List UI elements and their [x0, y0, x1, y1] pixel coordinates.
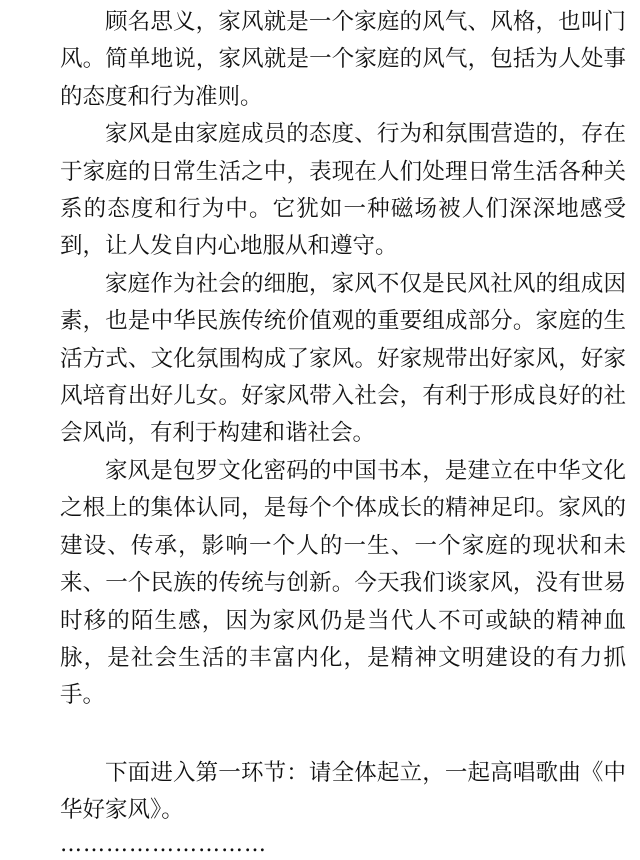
paragraph-4: 家风是包罗文化密码的中国书本，是建立在中华文化之根上的集体认同，是每个个体成长的精神足印。家风的建设、传承，影响一个人的一生、一个家庭的现状和未来、一个民族的传统与创新。今天我们谈家风，没有世易时移的陌生感，因为家风仍是当代人不可或缺的精神血脉，是社会生活的丰富内化，是精神文明建设的有力抓手。 — [60, 457, 626, 709]
paragraph-2: 家风是由家庭成员的态度、行为和氛围营造的，存在于家庭的日常生活之中，表现在人们处理日常生活各种关系的态度和行为中。它犹如一种磁场被人们深深地感受到，让人发自内心地服从和遵守。 — [60, 121, 626, 260]
paragraph-1: 顾名思义，家风就是一个家庭的风气、风格，也叫门风。简单地说，家风就是一个家庭的风气，包括为人处事的态度和行为准则。 — [60, 9, 626, 110]
document-body — [60, 0, 626, 860]
paragraph-3: 家庭作为社会的细胞，家风不仅是民风社风的组成因素，也是中华民族传统价值观的重要组成部分。家庭的生活方式、文化氛围构成了家风。好家规带出好家风，好家风培育出好儿女。好家风带入社会，有利于形成良好的社会风尚，有利于构建和谐社会。 — [60, 270, 626, 447]
closing-paragraph: 下面进入第一环节：请全体起立，一起高唱歌曲《中华好家风》。 — [60, 759, 626, 824]
ellipsis-line: ……………………… — [60, 831, 267, 857]
